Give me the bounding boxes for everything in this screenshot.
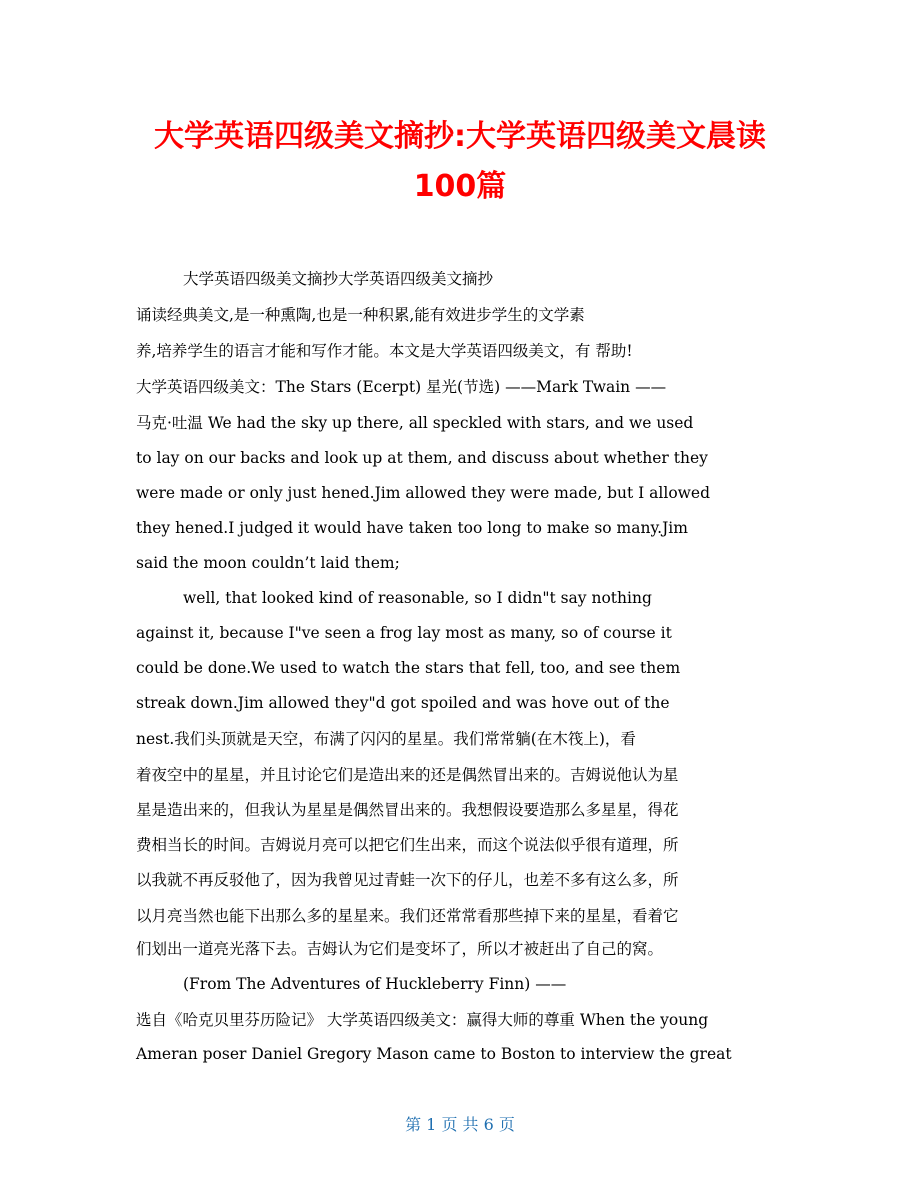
body-line: streak down.Jim allowed they"d got spoiled and was hove out of the [136, 694, 670, 712]
body-line: 大学英语四级美文：The Stars (Ecerpt) 星光(节选) ——Mark Twain —— [136, 378, 667, 396]
body-line: 星是造出来的，但我认为星星是偶然冒出来的。我想假设要造那么多星星，得花 [136, 801, 679, 819]
body-line: they hened.I judged it would have taken too long to make so many.Jim [136, 519, 688, 537]
body-line: well, that looked kind of reasonable, so I didn"t say nothing [183, 589, 652, 607]
body-line: 诵读经典美文,是一种熏陶,也是一种积累,能有效进步学生的文学素 [136, 306, 585, 324]
body-line: against it, because I"ve seen a frog lay most as many, so of course it [136, 624, 672, 642]
document-title [60, 112, 860, 212]
body-line: were made or only just hened.Jim allowed they were made, but I allowed [136, 484, 711, 502]
title-line-2: 100篇 [413, 169, 507, 204]
body-line: (From The Adventures of Huckleberry Finn) —— [183, 975, 567, 993]
body-line: 费相当长的时间。吉姆说月亮可以把它们生出来，而这个说法似乎很有道理，所 [136, 836, 679, 854]
body-line: to lay on our backs and look up at them, and discuss about whether they [136, 449, 708, 467]
body-line: 大学英语四级美文摘抄大学英语四级美文摘抄 [183, 270, 494, 288]
body-line: 们划出一道亮光落下去。吉姆认为它们是变坏了，所以才被赶出了自己的窝。 [136, 940, 664, 958]
body-line: 选自《哈克贝里芬历险记》 大学英语四级美文：赢得大师的尊重 When the young [136, 1011, 709, 1029]
page-number-footer: 第 1 页 共 6 页 [405, 1115, 515, 1134]
title-line-1: 大学英语四级美文摘抄:大学英语四级美文晨读 [154, 119, 766, 154]
body-line: said the moon couldn’t laid them; [136, 554, 400, 572]
body-line: could be done.We used to watch the stars that fell, too, and see them [136, 659, 681, 677]
body-line: 以我就不再反驳他了，因为我曾见过青蛙一次下的仔儿，也差不多有这么多，所 [136, 871, 679, 889]
body-line: 以月亮当然也能下出那么多的星星来。我们还常常看那些掉下来的星星，看着它 [136, 907, 679, 925]
body-line: nest.我们头顶就是天空，布满了闪闪的星星。我们常常躺(在木筏上)，看 [136, 730, 636, 748]
body-line: 着夜空中的星星，并且讨论它们是造出来的还是偶然冒出来的。吉姆说他认为星 [136, 766, 679, 784]
body-line: Ameran poser Daniel Gregory Mason came to Boston to interview the great [136, 1045, 732, 1063]
body-line: 养,培养学生的语言才能和写作才能。本文是大学英语四级美文，有 帮助! [136, 342, 633, 360]
body-line: 马克·吐温 We had the sky up there, all speckled with stars, and we used [136, 414, 694, 432]
